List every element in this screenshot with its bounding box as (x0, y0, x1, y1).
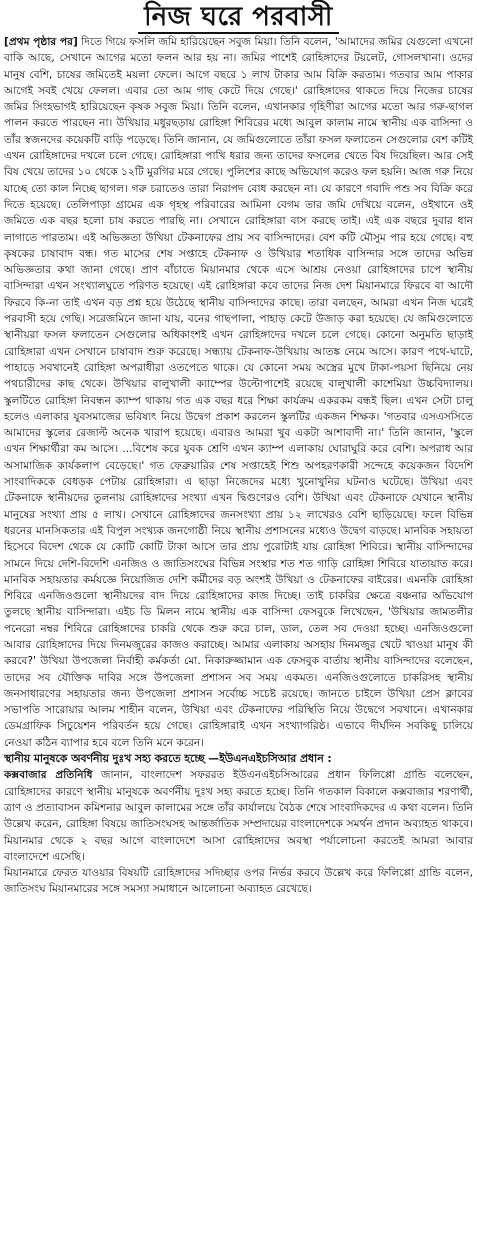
article-paragraph-1 (4, 34, 473, 751)
article-headline: নিজ ঘরে পরবাসী (138, 2, 339, 34)
article-paragraph-2 (4, 767, 473, 865)
article-body (4, 34, 473, 898)
continuation-label: [প্রথম পৃষ্ঠার পর] (4, 36, 78, 48)
headline-container (4, 0, 473, 34)
paragraph-1-text: দিতে গিয়ে ফসলি জমি হারিয়েছেন সবুজ মিয়া। তিনি বলেন, 'আমাদের জমির যেগুলো এখনো বাকি আছে, সেখানে আগের মতো ফলন আর হয় না। জমির পাশেই রোহিঙ্গাদের টয়লেট, গোসলখানা। ওদের মানুষ বেশি, চাষের জমিতেই ময়লা ফেলে। আগে বছরে ১ লাখ টাকার আম বিক্রি করতাম। গতবার আম পাকার আগেই সবই খেয়ে ফেলল। এবার তো আম গাছ কেটে দিয়ে গেছে।' রোহিঙ্গাদের থাকতে দিয়ে নিজের চাষের জমির সিংহভাগই হারিয়েছেন কৃষক সবুজ মিয়া। তিনি বলেন, এখানকার গৃহিণীরা আগের মতো আর গরু-ছাগল পালন করতে পারছেন না। উখিয়ার মধুরছড়ায় রোহিঙ্গা শিবিরের মধ্যে আবুল কালাম নামে স্থানীয় এক বাসিন্দা ও তাঁর স্বজনদের কয়েকটি বাড়ি পড়েছে। তিনি জানান, যে জমিগুলোতে তাঁরা ফসল ফলাতেন সেগুলোর বেশ কটিই এখন রোহিঙ্গাদের দখলে চলে গেছে। রোহিঙ্গারা পাখি ধরার জন্য তাদের ফসলের খেতে বিষ দিয়েছিল। আর সেই বিষ খেয়ে তাদের ১০ থেকে ১২টি মুরগির মরে গেছে। পুলিশের কাছে অভিযোগ করেও ফল হয়নি। আজ গরু নিয়ে যাচ্ছে তো কাল নিচ্ছে ছাগল। গরু চরাতেও তারা নিরাপদ বোধ করছেন না। যে কারণে গবাদি পশু সব বিক্রি করে দিতে হয়েছে। তেলিপাড়া গ্রামের এক গৃহস্থ পরিবারের আমিনা বেগম তার জমি দেখিয়ে বলেন, ওইখানে ওই জমিতে এক বছর হলো চাষ করতে পারছি না। সেখানে রোহিঙ্গারা বাস করছে তাই। এই এক বছরে দুবার ধান লাগাতে পারতাম। এই অভিজ্ঞতা উখিয়া টেকনাফের প্রায় সব বাসিন্দাদের। বেশ কটি মৌসুম পার হয়ে গেছে। বহু কৃষকের চাষাবাদ বন্ধ। গত মাসের শেষ সপ্তাহে টেকনাফ ও উখিয়ার শতাধিক বাসিন্দার সঙ্গে তাদের অভিন্ন অভিজ্ঞতার কথা জানা গেছে। প্রাণ বাঁচাতে মিয়ানমার থেকে এসে আশ্রয় নেওয়া রোহিঙ্গাদের চাপে স্থানীয় বাসিন্দারা এখন সংখ্যালঘুতে পরিণত হয়েছে। এই রোহিঙ্গারা কবে তাদের নিজ দেশ মিয়ানমারে ফিরবে বা আদৌ ফিরবে কি-না তাই এখন বড় প্রশ্ন হয়ে উঠেছে স্থানীয় বাসিন্দাদের কাছে। তারা বলছেন, আমরা এখন নিজ ঘরেই পরবাসী হয়ে গেছি। সরেজমিনে জানা যায়, বনের গাছপালা, পাহাড় কেটে উজাড় করা হয়েছে। যে জমিগুলোতে স্থানীয়রা ফসল ফলাতেন সেগুলোর অধিকাংশই এখন রোহিঙ্গাদের দখলে চলে গেছে। কোনো অনুমতি ছাড়াই রোহিঙ্গারা এখন সেখানে চাষাবাদ শুরু করেছে। সন্ধ্যায় টেকনাফ-উখিয়ায় আতঙ্ক নেমে আসে। কারণ পথে-ঘাটে, পাহাড়ে সবখানেই রোহিঙ্গা অপরাধীরা ওতপেতে থাকে। যে কোনো সময় অস্ত্রের মুখে টাকা-পয়সা ছিনিয়ে নেয় পথচারীদের কাছ থেকে। উখিয়ার বালুখালী ক্যাম্পের উল্টোপাশেই রয়েছে বালুখালী কাশেমিয়া উচ্চবিদ্যালয়। স্কুলটিতে রোহিঙ্গা নিবন্ধন ক্যাম্প থাকায় গত এক বছর ধরে শিক্ষা কার্যক্রম একরকম বন্ধই ছিল। এখন সেটা চালু হলেও এলাকার যুবসমাজের ভবিষ্যৎ নিয়ে উদ্বেগ প্রকাশ করলেন স্কুলটির একজন শিক্ষক। 'গতবার এসএসসিতে আমাদের স্কুলের রেজাল্ট অনেক খারাপ হয়েছে। এবারও আমরা খুব একটা আশাবাদী না।' তিনি জানান, 'স্কুলে এখন শিক্ষার্থীরা কম আসে। ...বিশেষ করে যুবক শ্রেণি এখন ক্যাম্প এলাকায় ঘোরাঘুরি করে বেশি। অপরাধ আর অসামাজিক কার্যকলাপ বেড়েছে।' গত ফেব্রুয়ারির শেষ সপ্তাহেই শিশু অপহরণকারী সন্দেহে কয়েকজন বিদেশি সাংবাদিককে বেধড়ক পেটায় রোহিঙ্গারা। এ ছাড়া নিজেদের মধ্যে খুনোখুনির ঘটনাও ঘটেছে। উখিয়া এবং টেকনাফে স্থানীয়দের তুলনায় রোহিঙ্গাদের সংখ্যা এখন দ্বিগুণেরও বেশি। উখিয়া এবং টেকনাফে যেখানে স্থানীয় মানুষের সংখ্যা প্রায় ৫ লাখ। সেখানে রোহিঙ্গাদের জনসংখ্যা প্রায় ১২ লাখেরও বেশি ছাড়িয়েছে। ফলে বিভিন্ন ধরনের মানসিকতার এই বিপুল সংখ্যক জনগোষ্ঠী নিয়ে স্থানীয় প্রশাসনের মধ্যেও উদ্বেগ বাড়ছে। মানবিক সহায়তা হিসেবে বিদেশ থেকে যে কোটি কোটি টাকা আসে তার প্রায় পুরোটাই যায় রোহিঙ্গা শিবিরে। স্থানীয় বাসিন্দাদের সামনে দিয়ে দেশি-বিদেশি এনজিও ও জাতিসংঘের বিভিন্ন সংস্থার শত শত গাড়ি রোহিঙ্গা শিবিরে যাতায়াত করে। মানবিক সহায়তার কর্মযজ্ঞে নিয়োজিত দেশি কর্মীদের বড় অংশই উখিয়া ও টেকনাফের বাইরের। এমনকি রোহিঙ্গা শিবিরে এনজিওগুলো স্থানীয়দের বাদ দিয়ে রোহিঙ্গাদের কাজ দিচ্ছে। তাই চাকরির ক্ষেত্রে বঞ্চনার অভিযোগ তুলছে স্থানীয় বাসিন্দারা। এইচ ডি মিলন নামে স্থানীয় এক বাসিন্দা ফেসবুকে লিখেছেন, 'উখিয়ার জামতলীর পনেরো নম্বর শিবিরে রোহিঙ্গাদের চাকরি থেকে শুরু করে চাল, ডাল, তেল সব দেওয়া হচ্ছে। এনজিওগুলো আবার রোহিঙ্গাদের দিয়ে দিনমজুরের কাজও করাচ্ছে। আমার এলাকায় অসহায় দিনমজুর খেটে খাওয়া মানুষ কী করবে?' উখিয়া উপজেলা নির্বাহী কর্মকর্তা মো. নিকারুজ্জামান এক ফেসবুক বার্তায় স্থানীয় বাসিন্দাদের বলেছেন, তাদের সব যৌক্তিক দাবির সঙ্গে উপজেলা প্রশাসন সব সময় একমত। এনজিওগুলোতে চাকরিসহ স্থানীয় জনসাধারণের সহায়তার জন্য উপজেলা প্রশাসন সর্বোচ্চ সচেষ্ট রয়েছে। জানতে চাইলে উখিয়া প্রেস ক্লাবের সভাপতি সারোয়ার আলম শাহীন বলেন, উখিয়া এবং টেকনাফের পরিস্থিতি নিয়ে উদ্বেগে সবখানে। এখানকার ডেমগ্রাফিক সিচুয়েশন পরিবর্তন হয়ে গেছে। রোহিঙ্গারাই এখন সংখ্যাগরিষ্ঠ। এভাবে দীর্ঘদিন সবকিছু চালিয়ে নেওয়া কঠিন ব্যাপার হবে বলে তিনি মনে করেন। (4, 36, 473, 749)
reporter-byline: কক্সবাজার প্রতিনিধি (4, 769, 93, 782)
paragraph-2-text: জানান, বাংলাদেশ সফররত ইউএনএইচসিআরের প্রধান ফিলিপ্পো গ্রান্ডি বলেছেন, রোহিঙ্গাদের কারণে স্থানীয় মানুষকে অবর্ণনীয় দুঃখ সহ্য করতে হচ্ছে। তিনি গতকাল বিকালে কক্সবাজার শরণার্থী, ত্রাণ ও প্রত্যাবাসন কমিশনার আবুল কালামের সঙ্গে তাঁর কার্যালয়ে বৈঠক শেষে সাংবাদিকদের এ কথা বলেন। তিনি উল্লেখ করেন, রোহিঙ্গা বিষয়ে জাতিসংঘসহ আন্তর্জাতিক সম্প্রদায়ের বাংলাদেশকে সমর্থন প্রদান অব্যাহত থাকবে। মিয়ানমার থেকে ২ বছর আগে বাংলাদেশে আসা রোহিঙ্গাদের অবস্থা পর্যালোচনা করতেই আমরা আবার বাংলাদেশে এসেছি। (4, 769, 473, 863)
article-paragraph-3: মিয়ানমারে ফেরত যাওয়ার বিষয়টি রোহিঙ্গাদের সদিচ্ছার ওপর নির্ভর করবে উল্লেখ করে ফিলিপ্পো গ্রান্ডি বলেন, জাতিসংঘ মিয়ানমারের সঙ্গে সমস্যা সমাধানে আলোচনা অব্যাহত রেখেছে। (4, 867, 473, 896)
article-subheading: স্থানীয় মানুষকে অবর্ণনীয় দুঃখ সহ্য করতে হচ্ছে —ইউএনএইচসিআর প্রধান : (4, 752, 332, 766)
